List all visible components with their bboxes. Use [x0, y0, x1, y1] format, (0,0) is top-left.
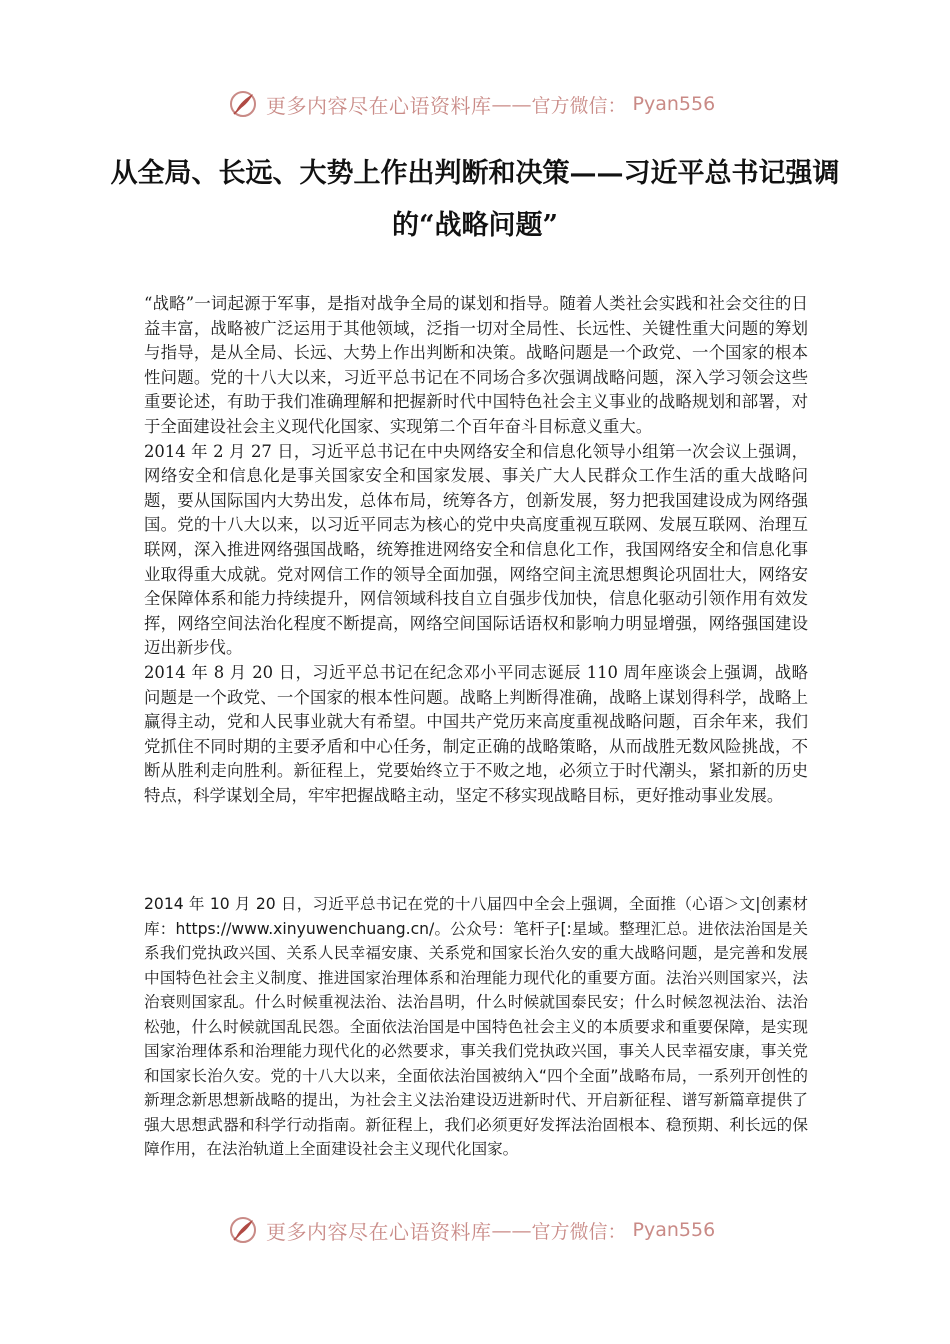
document-body [144, 292, 808, 808]
watermark-separator: —— [491, 92, 532, 116]
paragraph-strategy-issue: 2014 年 8 月 20 日，习近平总书记在纪念邓小平同志诞辰 110 周年座谈会上强调，战略问题是一个政党、一个国家的根本性问题。战略上判断得准确，战略上谋划得科学，战略上赢得主动，党和人民事业就大有希望。中国共产党历来高度重视战略问题，百余年来，我们党抓住不同时期的主要矛盾和中心任务，制定正确的战略策略，从而战胜无数风险挑战，不断从胜利走向胜利。新征程上，党要始终立于不败之地，必须立于时代潮头，紧扣新的历史特点，科学谋划全局，牢牢把握战略主动，坚定不移实现战略目标，更好推动事业发展。 [144, 662, 808, 805]
watermark-contact-label: 官方微信： [531, 94, 627, 117]
watermark-separator: —— [491, 1218, 532, 1242]
watermark-footer [228, 1212, 728, 1248]
document-body-rule-of-law [144, 892, 808, 1162]
watermark-text: 更多内容尽在心语资料库 [266, 93, 492, 118]
paragraph-cyber-security: 2014 年 2 月 27 日，习近平总书记在中央网络安全和信息化领导小组第一次会议上强调，网络安全和信息化是事关国家安全和国家发展、事关广大人民群众工作生活的重大战略问题，要从国际国内大势出发，总体布局，统筹各方，创新发展，努力把我国建设成为网络强国。党的十八大以来，以习近平同志为核心的党中央高度重视互联网、发展互联网、治理互联网，深入推进网络强国战略，统筹推进网络安全和信息化工作，我国网络安全和信息化事业取得重大成就。党对网信工作的领导全面加强，网络空间主流思想舆论巩固壮大，网络安全保障体系和能力持续提升，网信领域科技自立自强步伐加快，信息化驱动引领作用有效发挥，网络空间法治化程度不断提高，网络空间国际话语权和影响力明显增强，网络强国建设迈出新步伐。 [144, 441, 808, 658]
quill-logo-icon [228, 89, 258, 119]
quill-logo-icon [228, 1215, 258, 1245]
paragraph-rule-of-law: 2014 年 10 月 20 日，习近平总书记在党的十八届四中全会上强调，全面推（心语＞文|创素材库：https://www.xinyuwenchuang.cn/。公众号：笔杆子[:星域。整理汇总。进依法治国是关系我们党执政兴国、关系人民幸福安康、关系党和国家长治久安的重大战略问题，是完善和发展中国特色社会主义制度、推进国家治理体系和治理能力现代化的重要方面。法治兴则国家兴，法治衰则国家乱。什么时候重视法治、法治昌明，什么时候就国泰民安；什么时候忽视法治、法治松弛，什么时候就国乱民怨。全面依法治国是中国特色社会主义的本质要求和重要保障，是实现国家治理体系和治理能力现代化的必然要求，事关我们党执政兴国，事关人民幸福安康，事关党和国家长治久安。党的十八大以来，全面依法治国被纳入“四个全面”战略布局，一系列开创性的新理念新思想新战略的提出，为社会主义法治建设迈进新时代、开启新征程、谱写新篇章提供了强大思想武器和科学行动指南。新征程上，我们必须更好发挥法治固根本、稳预期、利长远的保障作用，在法治轨道上全面建设社会主义现代化国家。 [144, 895, 808, 1158]
paragraph-intro: “战略”一词起源于军事，是指对战争全局的谋划和指导。随着人类社会实践和社会交往的日益丰富，战略被广泛运用于其他领域，泛指一切对全局性、长远性、关键性重大问题的筹划与指导，是从全局、长远、大势上作出判断和决策。战略问题是一个政党、一个国家的根本性问题。党的十八大以来，习近平总书记在不同场合多次强调战略问题，深入学习领会这些重要论述，有助于我们准确理解和把握新时代中国特色社会主义事业的战略规划和部署，对于全面建设社会主义现代化国家、实现第二个百年奋斗目标意义重大。 [144, 294, 808, 436]
watermark-handle: Pyan556 [632, 1219, 716, 1241]
watermark-header [228, 86, 728, 122]
watermark-text: 更多内容尽在心语资料库 [266, 1219, 492, 1244]
watermark-handle: Pyan556 [632, 93, 716, 115]
watermark-contact-label: 官方微信： [531, 1220, 627, 1243]
document-title: 从全局、长远、大势上作出判断和决策——习近平总书记强调的“战略问题” [110, 158, 840, 241]
